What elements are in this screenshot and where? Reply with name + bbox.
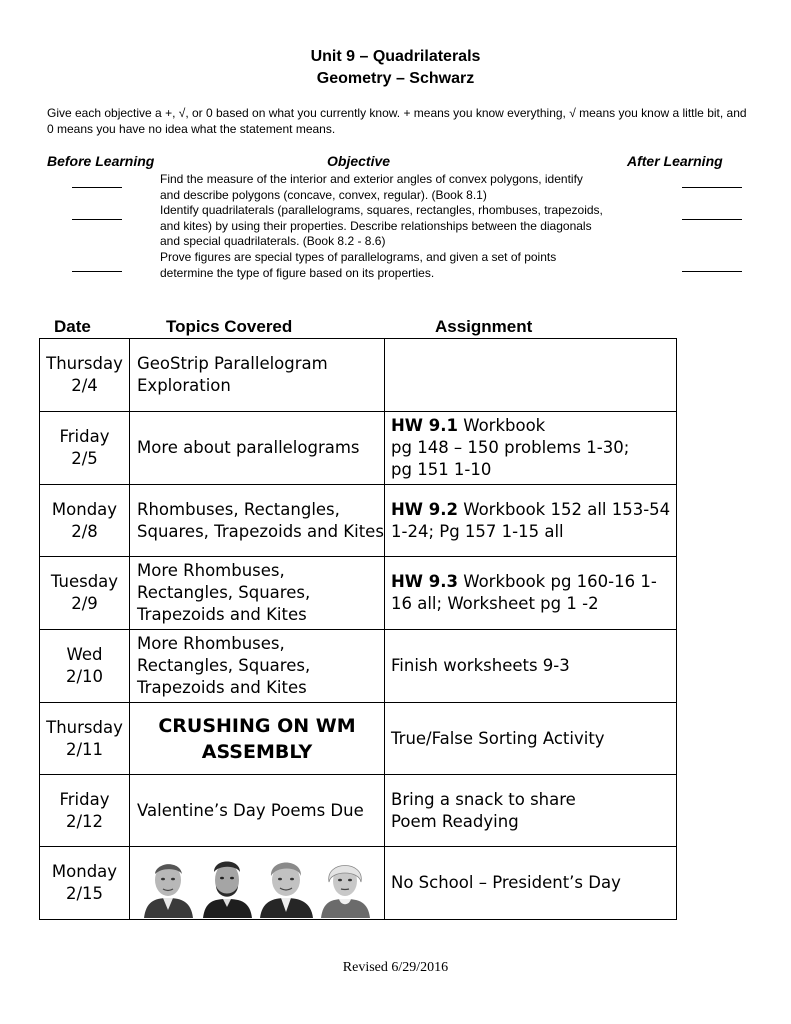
president-portrait-icon bbox=[140, 852, 197, 918]
row-date: 2/8 bbox=[71, 521, 98, 541]
assignment-line: pg 148 – 150 problems 1-30; bbox=[391, 438, 630, 457]
after-learning-heading: After Learning bbox=[627, 153, 723, 169]
table-row bbox=[40, 557, 677, 630]
assignment-cell bbox=[385, 412, 677, 485]
date-cell bbox=[40, 412, 130, 485]
topic-line: More Rhombuses, bbox=[137, 561, 285, 580]
assignment-cell bbox=[385, 485, 677, 557]
row-day: Monday bbox=[51, 499, 118, 519]
assignment-line: 16 all; Worksheet pg 1 -2 bbox=[391, 594, 599, 613]
before-learning-heading: Before Learning bbox=[47, 153, 155, 169]
topic-cell bbox=[130, 775, 385, 847]
topic-cell bbox=[130, 485, 385, 557]
objective-line: Identify quadrilaterals (parallelograms, squares, rectangles, rhombuses, trapezoids, bbox=[160, 203, 603, 217]
assignment-line: Poem Readying bbox=[391, 811, 519, 831]
after-blank-2[interactable] bbox=[682, 219, 742, 220]
date-cell bbox=[40, 775, 130, 847]
topics-column-header: Topics Covered bbox=[166, 317, 293, 336]
hw-label: HW 9.3 bbox=[391, 572, 458, 591]
row-day: Tuesday bbox=[50, 572, 119, 591]
topic-cell bbox=[130, 412, 385, 485]
assignment-line: Workbook 152 all 153-54 bbox=[457, 499, 671, 519]
table-row bbox=[40, 630, 677, 703]
topic-line: Rhombuses, Rectangles, bbox=[137, 499, 340, 519]
row-date: 2/9 bbox=[71, 594, 98, 613]
objective-line: and describe polygons (concave, convex, regular). (Book 8.1) bbox=[160, 187, 487, 202]
row-day: Thursday bbox=[46, 717, 123, 737]
row-date: 2/4 bbox=[71, 376, 98, 395]
hw-label: HW 9.1 bbox=[391, 416, 458, 435]
schedule-table bbox=[39, 338, 677, 920]
assignment-line: Bring a snack to share bbox=[391, 789, 576, 809]
hw-label: HW 9.2 bbox=[391, 499, 458, 519]
row-date: 2/11 bbox=[65, 739, 104, 759]
date-cell bbox=[40, 847, 130, 920]
objective-3 bbox=[160, 250, 646, 281]
assignment-line: Workbook pg 160-16 1- bbox=[457, 572, 657, 591]
date-column-header: Date bbox=[54, 317, 91, 336]
assignment-line: Workbook bbox=[457, 416, 546, 435]
date-cell bbox=[40, 557, 130, 630]
topic-line: Squares, Trapezoids and Kites bbox=[137, 521, 384, 541]
objective-line: Find the measure of the interior and exterior angles of convex polygons, identify bbox=[160, 172, 583, 186]
revision-date: Revised 6/29/2016 bbox=[342, 960, 449, 975]
topic-cell bbox=[130, 630, 385, 703]
date-cell bbox=[40, 703, 130, 775]
table-row bbox=[40, 485, 677, 557]
date-cell bbox=[40, 485, 130, 557]
presidents-photo-strip bbox=[130, 848, 384, 918]
table-row bbox=[40, 703, 677, 775]
assignment-line: True/False Sorting Activity bbox=[391, 728, 605, 748]
assembly-line: ASSEMBLY bbox=[201, 740, 313, 763]
assignment-line: 1-24; Pg 157 1-15 all bbox=[391, 521, 564, 541]
assignment-cell bbox=[385, 703, 677, 775]
objective-heading: Objective bbox=[327, 153, 391, 169]
date-cell bbox=[40, 339, 130, 412]
table-row bbox=[40, 412, 677, 485]
after-blank-3[interactable] bbox=[682, 271, 742, 272]
topic-line: More Rhombuses, bbox=[137, 634, 285, 653]
assignment-cell bbox=[385, 847, 677, 920]
topic-cell bbox=[130, 703, 385, 775]
topic-line: Trapezoids and Kites bbox=[137, 678, 307, 697]
assignment-cell bbox=[385, 339, 677, 412]
page-subtitle: Geometry – Schwarz bbox=[316, 70, 475, 87]
objective-line: and kites) by using their properties. Describe relationships between the diagonals bbox=[160, 218, 592, 233]
row-day: Thursday bbox=[46, 354, 123, 373]
objective-1 bbox=[160, 172, 646, 203]
assignment-column-header: Assignment bbox=[435, 317, 533, 336]
president-portrait-icon bbox=[258, 852, 315, 918]
row-day: Wed bbox=[66, 645, 103, 664]
objective-line: determine the type of figure based on its properties. bbox=[160, 265, 435, 280]
assignment-line: Finish worksheets 9-3 bbox=[391, 656, 570, 675]
row-day: Friday bbox=[59, 789, 110, 809]
before-blank-3[interactable] bbox=[72, 271, 122, 272]
assignment-cell bbox=[385, 775, 677, 847]
topic-line: Rectangles, Squares, bbox=[137, 583, 311, 602]
table-row bbox=[40, 339, 677, 412]
topic-line: GeoStrip Parallelogram bbox=[137, 354, 328, 373]
objective-line: Prove figures are special types of parallelograms, and given a set of points bbox=[160, 250, 557, 264]
row-date: 2/12 bbox=[65, 811, 104, 831]
row-date: 2/5 bbox=[71, 449, 98, 468]
topic-cell bbox=[130, 557, 385, 630]
topic-line: Trapezoids and Kites bbox=[137, 605, 307, 624]
table-row bbox=[40, 775, 677, 847]
objective-2 bbox=[160, 203, 646, 250]
topic-cell bbox=[130, 339, 385, 412]
before-blank-2[interactable] bbox=[72, 219, 122, 220]
topic-line: Exploration bbox=[137, 376, 231, 395]
assignment-line: pg 151 1-10 bbox=[391, 460, 492, 479]
before-blank-1[interactable] bbox=[72, 187, 122, 188]
date-cell bbox=[40, 630, 130, 703]
row-day: Friday bbox=[59, 427, 110, 446]
assignment-cell bbox=[385, 557, 677, 630]
president-portrait-icon bbox=[317, 852, 374, 918]
topic-cell bbox=[130, 847, 385, 920]
president-portrait-icon bbox=[199, 852, 256, 918]
objective-line: and special quadrilaterals. (Book 8.2 - 8.6) bbox=[160, 234, 386, 248]
row-date: 2/15 bbox=[65, 884, 104, 903]
page-title: Unit 9 – Quadrilaterals bbox=[310, 48, 481, 65]
assignment-cell bbox=[385, 630, 677, 703]
assembly-line: CRUSHING ON WM bbox=[158, 714, 356, 737]
table-row bbox=[40, 847, 677, 920]
topic-line: More about parallelograms bbox=[137, 438, 360, 457]
row-date: 2/10 bbox=[65, 667, 104, 686]
after-blank-1[interactable] bbox=[682, 187, 742, 188]
row-day: Monday bbox=[51, 862, 118, 881]
topic-line: Valentine’s Day Poems Due bbox=[137, 800, 364, 820]
instructions: Give each objective a +, √, or 0 based on what you currently know. + means you know everything, √ means you know a little bit, and 0 means you have no idea what the statement means. bbox=[47, 106, 747, 136]
assignment-line: No School – President’s Day bbox=[391, 873, 621, 892]
topic-line: Rectangles, Squares, bbox=[137, 656, 311, 675]
